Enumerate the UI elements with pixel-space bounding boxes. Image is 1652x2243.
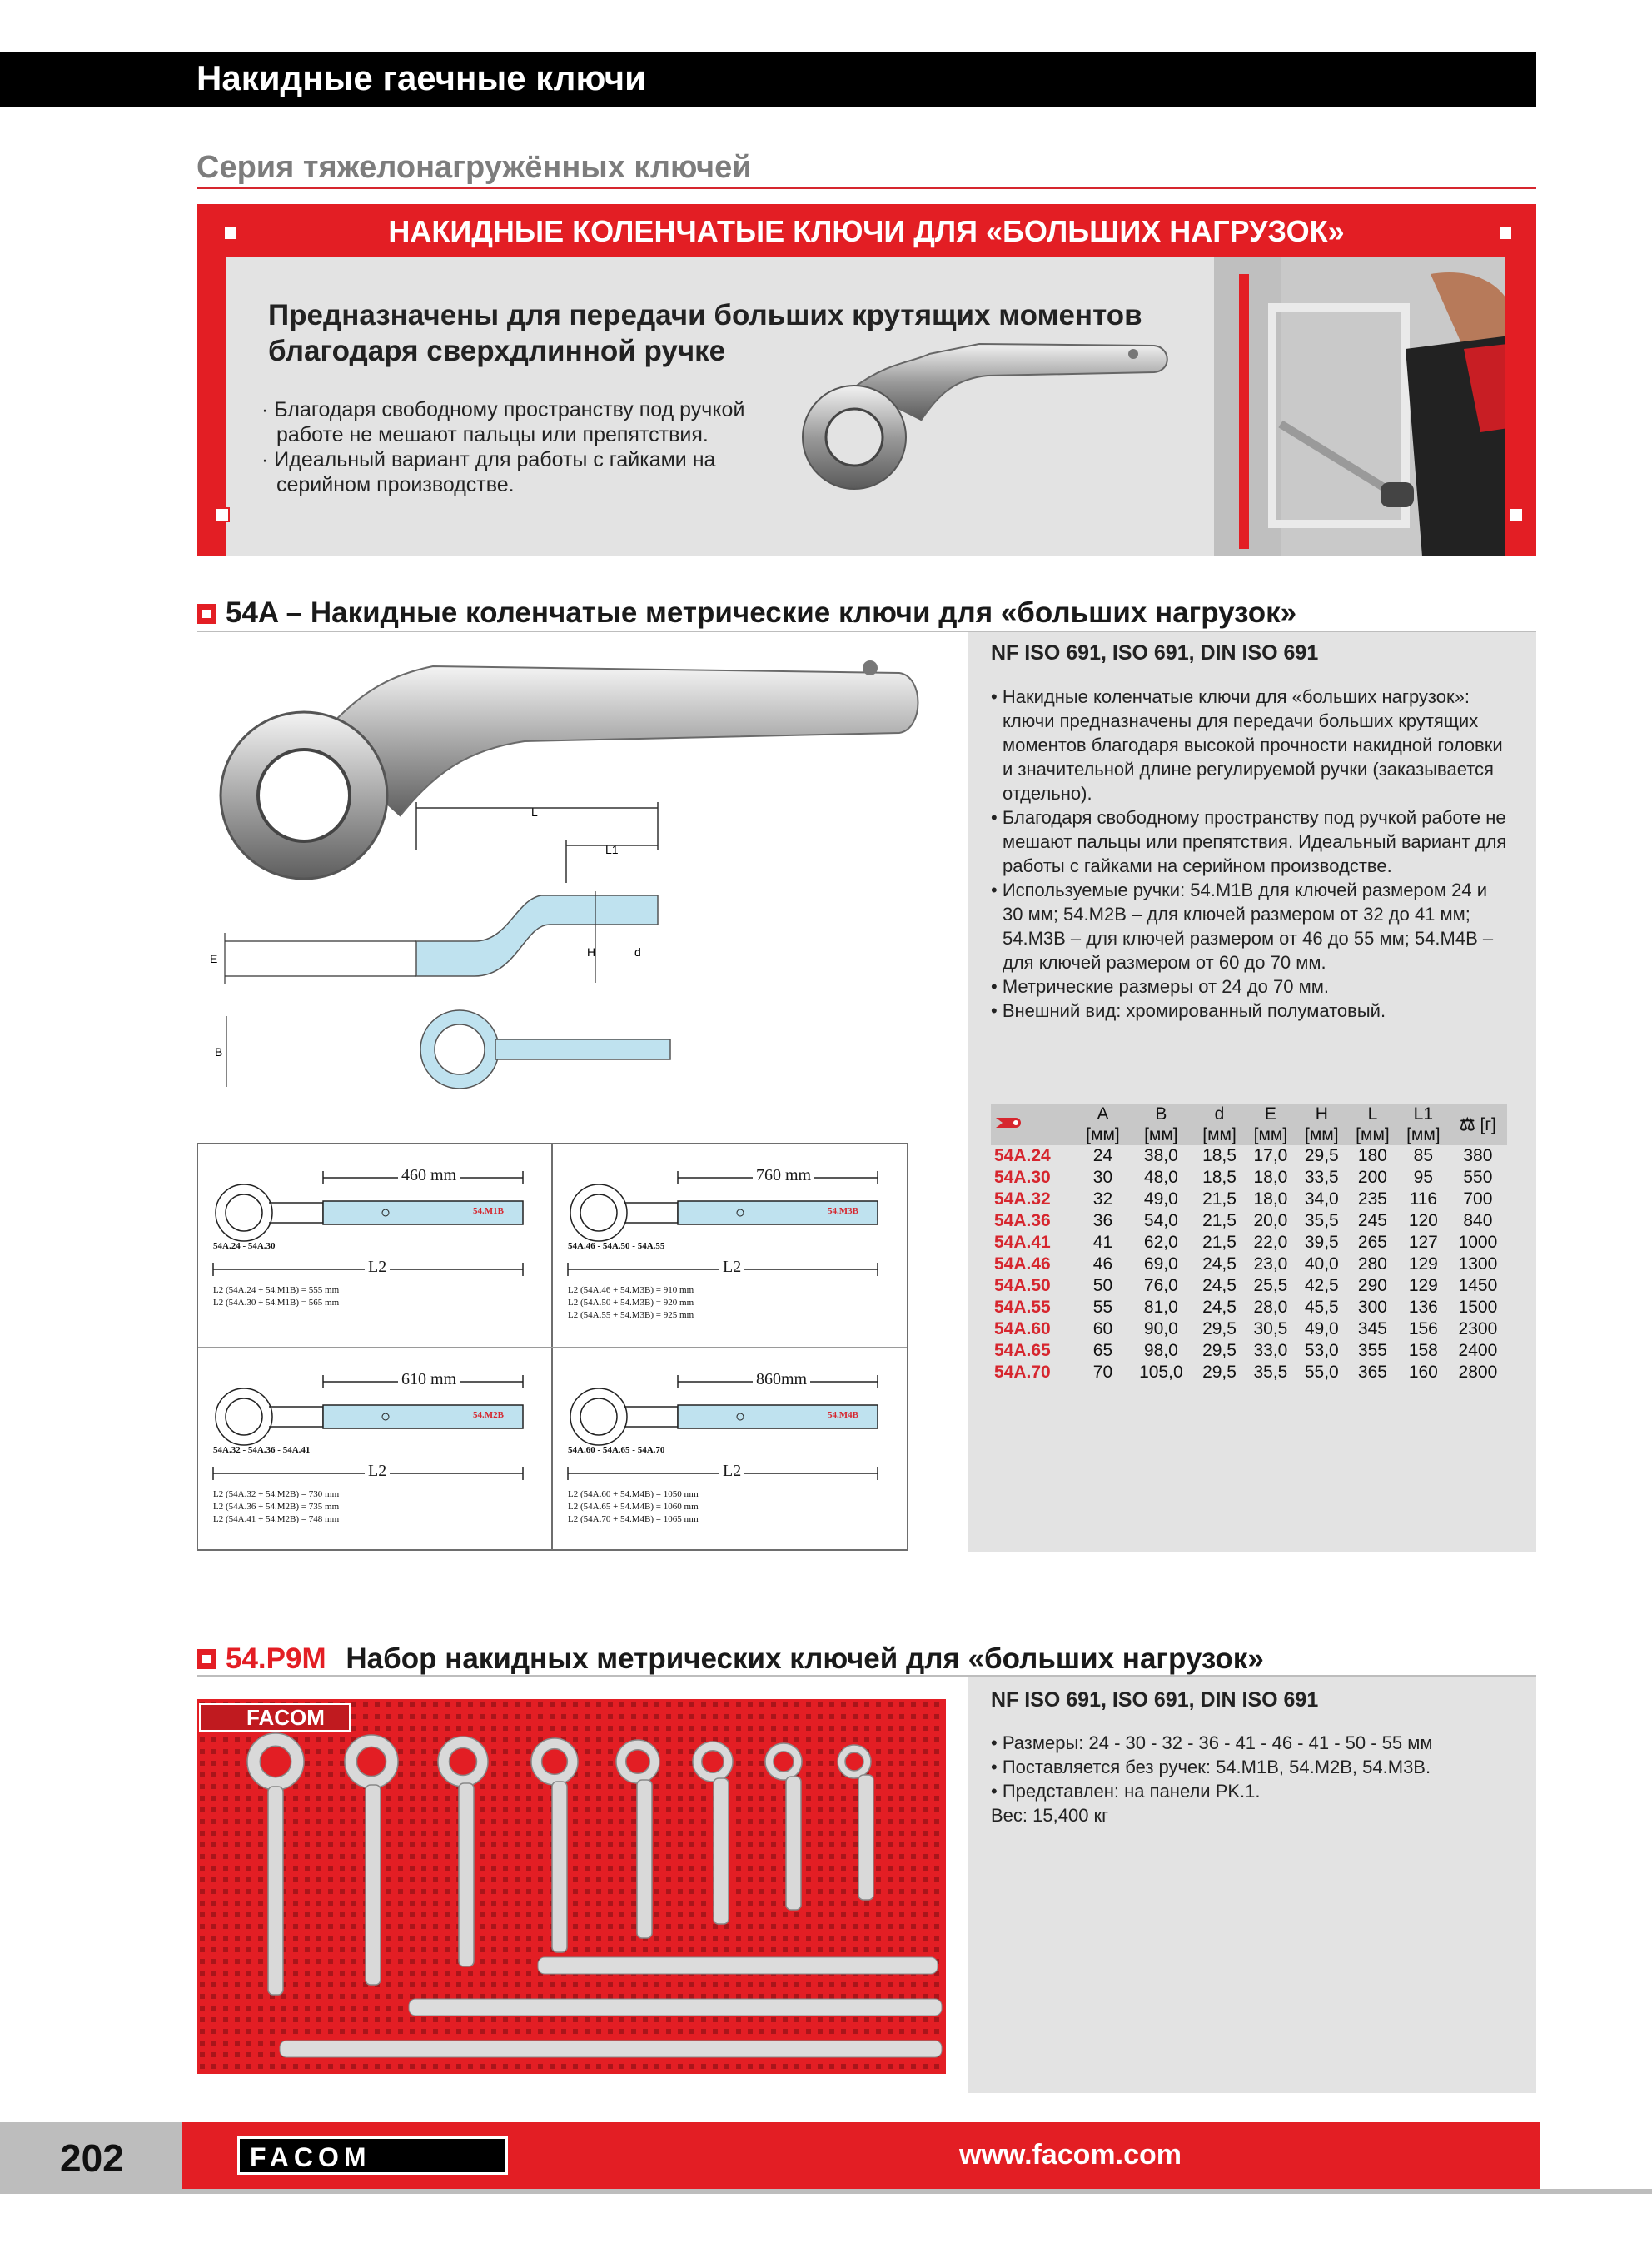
- corner-mark: [1509, 507, 1524, 522]
- section-54a-description: [991, 685, 1507, 1023]
- table-cell: 200: [1357, 1168, 1387, 1187]
- handle-length: 460 mm: [398, 1166, 460, 1185]
- table-cell: 105,0: [1139, 1363, 1183, 1382]
- l2-label: L2: [365, 1462, 390, 1481]
- corner-mark: [215, 507, 230, 522]
- handle-cell: [198, 1348, 555, 1552]
- table-cell: 365: [1357, 1363, 1387, 1382]
- section-p9m-standards: NF ISO 691, ISO 691, DIN ISO 691: [991, 1688, 1319, 1712]
- handle-code: 54.M4B: [828, 1410, 858, 1420]
- table-cell: 41: [1092, 1233, 1113, 1252]
- table-cell: 24,5: [1202, 1254, 1237, 1274]
- reference-cell: 54A.36: [994, 1211, 1051, 1230]
- section-54a-heading: – Накидные коленчатые метрические ключи для «больших нагрузок»: [286, 596, 1297, 629]
- table-header-cell: H: [1315, 1104, 1328, 1124]
- set-wrench-opening: [626, 1750, 650, 1774]
- wrench-codes: 54A.24 - 54A.30: [213, 1241, 276, 1251]
- table-row: [991, 1254, 1507, 1275]
- section-54a-title: [226, 596, 1296, 630]
- table-cell: 355: [1357, 1341, 1387, 1360]
- table-unit-cell: [мм]: [1144, 1125, 1178, 1144]
- handles-diagram: [197, 1143, 908, 1551]
- table-cell: 24,5: [1202, 1298, 1237, 1317]
- table-cell: 25,5: [1253, 1276, 1288, 1295]
- wrench-codes: 54A.60 - 54A.65 - 54A.70: [568, 1445, 665, 1455]
- banner-right-stripe: [1505, 257, 1536, 556]
- section-bullet-icon: [197, 1649, 216, 1669]
- table-cell: 32: [1092, 1189, 1113, 1209]
- l2-label: L2: [365, 1258, 390, 1277]
- table-cell: 69,0: [1143, 1254, 1178, 1274]
- table-cell: 49,0: [1304, 1319, 1339, 1338]
- website-link[interactable]: www.facom.com: [959, 2139, 1182, 2171]
- table-row: [991, 1145, 1507, 1167]
- reference-cell: 54A.46: [994, 1254, 1051, 1274]
- table-cell: 1300: [1458, 1254, 1498, 1274]
- reference-cell: 54A.60: [994, 1319, 1051, 1338]
- reference-cell: 54A.50: [994, 1276, 1051, 1295]
- set-wrench-shank: [786, 1777, 801, 1910]
- table-cell: 76,0: [1143, 1276, 1178, 1295]
- table-row: [991, 1297, 1507, 1318]
- l2-values: [568, 1488, 699, 1526]
- table-cell: 35,5: [1304, 1211, 1339, 1230]
- table-cell: 22,0: [1253, 1233, 1288, 1252]
- table-row: [991, 1275, 1507, 1297]
- table-header-cell: E: [1264, 1104, 1276, 1124]
- set-panel-image: [197, 1699, 946, 2074]
- set-wrench-opening: [845, 1752, 863, 1771]
- table-cell: 180: [1357, 1146, 1387, 1165]
- table-cell: 33,5: [1304, 1168, 1339, 1187]
- specs-table-body: [991, 1145, 1507, 1383]
- l2-line: L2 (54A.30 + 54.M1B) = 565 mm: [213, 1298, 340, 1308]
- table-cell: 23,0: [1253, 1254, 1288, 1274]
- weight-icon: ⚖: [1459, 1114, 1475, 1134]
- table-cell: 45,5: [1304, 1298, 1339, 1317]
- table-cell: 840: [1463, 1211, 1493, 1230]
- table-cell: 70: [1092, 1363, 1113, 1382]
- table-cell: 46: [1092, 1254, 1113, 1274]
- set-wrench-shank: [714, 1778, 729, 1924]
- l2-line: L2 (54A.41 + 54.M2B) = 748 mm: [213, 1514, 340, 1524]
- table-cell: 290: [1357, 1276, 1387, 1295]
- l2-line: L2 (54A.24 + 54.M1B) = 555 mm: [213, 1285, 340, 1295]
- table-cell: 120: [1408, 1211, 1438, 1230]
- series-divider: [197, 187, 1536, 189]
- wrench-codes: 54A.32 - 54A.36 - 54A.41: [213, 1445, 311, 1455]
- table-cell: 29,5: [1202, 1319, 1237, 1338]
- table-cell: 36: [1092, 1211, 1113, 1230]
- table-unit-cell: [мм]: [1202, 1125, 1237, 1144]
- key-icon: [991, 1104, 1077, 1145]
- description-bullet: • Метрические размеры от 24 до 70 мм.: [991, 976, 1329, 997]
- set-wrench-shank: [459, 1783, 474, 1966]
- reference-cell: 54A.41: [994, 1233, 1051, 1252]
- wrench-codes: 54A.46 - 54A.50 - 54A.55: [568, 1241, 665, 1251]
- table-unit-cell: [мм]: [1253, 1125, 1288, 1144]
- table-header-cell: L1: [1413, 1104, 1434, 1124]
- set-wrench-opening: [260, 1746, 291, 1777]
- page-number: 202: [60, 2136, 124, 2180]
- banner-bullet: · Благодаря свободному пространству под ручкой работе не мешают пальцы или препятствия.: [261, 398, 745, 446]
- set-wrench-opening: [450, 1748, 477, 1776]
- table-cell: 30: [1092, 1168, 1113, 1187]
- dim-label-l1: L1: [605, 843, 619, 856]
- dim-label-b: B: [215, 1045, 223, 1059]
- table-cell: 20,0: [1253, 1211, 1288, 1230]
- banner-title: НАКИДНЫЕ КОЛЕНЧАТЫЕ КЛЮЧИ ДЛЯ «БОЛЬШИХ НАГРУЗОК»: [388, 214, 1345, 248]
- table-cell: 1450: [1458, 1276, 1498, 1295]
- dim-label-e: E: [210, 952, 218, 965]
- table-cell: 40,0: [1304, 1254, 1339, 1274]
- section-p9m-heading: Набор накидных метрических ключей для «больших нагрузок»: [346, 1642, 1264, 1675]
- l2-line: L2 (54A.65 + 54.M4B) = 1060 mm: [568, 1502, 699, 1512]
- page-title: Накидные гаечные ключи: [197, 58, 646, 97]
- table-cell: 55: [1092, 1298, 1113, 1317]
- section-54a-code: 54A: [226, 596, 278, 629]
- table-cell: 29,5: [1202, 1341, 1237, 1360]
- table-cell: 29,5: [1202, 1363, 1237, 1382]
- banner-side-stripe: [197, 257, 226, 556]
- table-cell: 265: [1357, 1233, 1387, 1252]
- dim-label-h: H: [587, 945, 596, 959]
- table-cell: 18,0: [1253, 1189, 1288, 1209]
- handle-length: 610 mm: [398, 1370, 460, 1389]
- description-bullet: • Поставляется без ручек: 54.M1B, 54.M2B, 54.M3B.: [991, 1757, 1431, 1777]
- handle-code: 54.M2B: [473, 1410, 504, 1420]
- table-header-cell: L: [1367, 1104, 1378, 1124]
- banner-header: [197, 204, 1536, 257]
- l2-values: [568, 1284, 694, 1322]
- set-wrench-shank: [858, 1775, 873, 1900]
- table-cell: 158: [1408, 1341, 1438, 1360]
- handle-cell: [198, 1144, 555, 1348]
- section-bullet-icon: [197, 604, 216, 624]
- table-unit-cell: [мм]: [1086, 1125, 1120, 1144]
- table-row: [991, 1167, 1507, 1189]
- table-cell: 2400: [1458, 1341, 1498, 1360]
- page-title-bar: [0, 52, 1536, 107]
- handle-cell: [553, 1144, 909, 1348]
- usage-photo: [1214, 257, 1536, 556]
- table-cell: 18,0: [1253, 1168, 1288, 1187]
- table-cell: 280: [1357, 1254, 1387, 1274]
- table-cell: 24,5: [1202, 1276, 1237, 1295]
- l2-line: L2 (54A.55 + 54.M3B) = 925 mm: [568, 1310, 694, 1320]
- set-wrench-shank: [268, 1787, 283, 1995]
- table-row: [991, 1318, 1507, 1340]
- table-cell: 54,0: [1143, 1211, 1178, 1230]
- section-p9m-code: 54.P9M: [226, 1642, 326, 1675]
- table-header-cell: A: [1097, 1104, 1109, 1124]
- l2-line: L2 (54A.60 + 54.M4B) = 1050 mm: [568, 1489, 699, 1499]
- footer-base: [0, 2189, 1652, 2194]
- set-wrench-opening: [774, 1752, 794, 1772]
- table-cell: 380: [1463, 1146, 1493, 1165]
- table-cell: 24: [1092, 1146, 1113, 1165]
- table-cell: 2300: [1458, 1319, 1498, 1338]
- table-cell: 60: [1092, 1319, 1113, 1338]
- l2-label: L2: [719, 1258, 744, 1277]
- description-bullet: • Размеры: 24 - 30 - 32 - 36 - 41 - 46 - 41 - 50 - 55 мм: [991, 1732, 1433, 1753]
- l2-line: L2 (54A.32 + 54.M2B) = 730 mm: [213, 1489, 340, 1499]
- table-cell: 35,5: [1253, 1363, 1288, 1382]
- dim-label-l: L: [531, 805, 538, 819]
- table-cell: 550: [1463, 1168, 1493, 1187]
- feature-banner: [197, 204, 1536, 556]
- table-row: [991, 1210, 1507, 1232]
- handle-code: 54.M3B: [828, 1206, 858, 1216]
- table-header-cell: d: [1214, 1104, 1225, 1124]
- table-cell: 21,5: [1202, 1189, 1237, 1209]
- table-cell: 50: [1092, 1276, 1113, 1295]
- table-cell: 30,5: [1253, 1319, 1288, 1338]
- table-cell: 1500: [1458, 1298, 1498, 1317]
- l2-line: L2 (54A.70 + 54.M4B) = 1065 mm: [568, 1514, 699, 1524]
- l2-values: [213, 1284, 339, 1309]
- set-wrench-opening: [702, 1751, 724, 1772]
- handle-length: 860mm: [753, 1370, 810, 1389]
- table-cell: 127: [1408, 1233, 1438, 1252]
- table-row: [991, 1362, 1507, 1383]
- table-cell: 18,5: [1202, 1168, 1237, 1187]
- table-cell: 700: [1463, 1189, 1493, 1209]
- table-row: [991, 1340, 1507, 1362]
- description-bullet: • Внешний вид: хромированный полуматовый.: [991, 1000, 1386, 1021]
- table-cell: 116: [1409, 1189, 1438, 1209]
- table-cell: 49,0: [1143, 1189, 1178, 1209]
- table-cell: 39,5: [1304, 1233, 1339, 1252]
- table-cell: 156: [1408, 1319, 1438, 1338]
- table-cell: 18,5: [1202, 1146, 1237, 1165]
- table-cell: 42,5: [1304, 1276, 1339, 1295]
- panel-logo: FACOM: [246, 1705, 325, 1730]
- table-cell: 65: [1092, 1341, 1113, 1360]
- table-unit-cell: [мм]: [1406, 1125, 1441, 1144]
- table-cell: 34,0: [1304, 1189, 1339, 1209]
- facom-logo-text: FACOM: [250, 2142, 371, 2172]
- l2-line: L2 (54A.46 + 54.M3B) = 910 mm: [568, 1285, 694, 1295]
- l2-line: L2 (54A.50 + 54.M3B) = 920 mm: [568, 1298, 694, 1308]
- table-cell: 81,0: [1143, 1298, 1178, 1317]
- table-cell: 345: [1357, 1319, 1387, 1338]
- handle-cell: [553, 1348, 909, 1552]
- table-cell: 17,0: [1253, 1146, 1288, 1165]
- banner-subheading-line: благодаря сверхдлинной ручке: [268, 335, 726, 367]
- table-cell: 55,0: [1304, 1363, 1339, 1382]
- table-cell: 38,0: [1143, 1146, 1178, 1165]
- table-header-row: [991, 1104, 1507, 1124]
- table-cell: 2800: [1458, 1363, 1498, 1382]
- set-wrench-shank: [552, 1782, 567, 1952]
- table-cell: 98,0: [1143, 1341, 1178, 1360]
- description-bullet: • Представлен: на панели PK.1.: [991, 1781, 1261, 1802]
- dim-label-d: d: [634, 945, 641, 959]
- set-weight: Вес: 15,400 кг: [991, 1805, 1109, 1826]
- table-cell: 62,0: [1143, 1233, 1178, 1252]
- table-cell: 85: [1413, 1146, 1434, 1165]
- table-cell: 21,5: [1202, 1211, 1237, 1230]
- banner-subheading-line: Предназначены для передачи больших крутящих моментов: [268, 299, 1142, 331]
- reference-cell: 54A.55: [994, 1298, 1051, 1317]
- table-row: [991, 1189, 1507, 1210]
- series-title: Серия тяжелонагружённых ключей: [197, 150, 752, 185]
- table-header-cell: B: [1155, 1104, 1167, 1124]
- table-cell: 90,0: [1143, 1319, 1178, 1338]
- table-cell: 129: [1408, 1276, 1438, 1295]
- section-54a-standards: NF ISO 691, ISO 691, DIN ISO 691: [991, 641, 1319, 665]
- table-cell: 160: [1408, 1363, 1438, 1382]
- table-cell: 1000: [1458, 1233, 1498, 1252]
- reference-cell: 54A.65: [994, 1341, 1051, 1360]
- set-wrench-shank: [637, 1780, 652, 1938]
- table-cell: 28,0: [1253, 1298, 1288, 1317]
- table-row: [991, 1232, 1507, 1254]
- table-cell: 53,0: [1304, 1341, 1339, 1360]
- set-wrench-shank: [366, 1785, 381, 1985]
- table-cell: 21,5: [1202, 1233, 1237, 1252]
- reference-cell: 54A.24: [994, 1146, 1051, 1165]
- table-cell: 95: [1413, 1168, 1434, 1187]
- table-unit-cell: [мм]: [1356, 1125, 1390, 1144]
- wrench-image: [763, 329, 1212, 496]
- facom-logo: [237, 2136, 508, 2175]
- wrench-54a-image: [192, 650, 958, 1116]
- handle-length: 760 mm: [753, 1166, 814, 1185]
- table-unit-cell: [мм]: [1305, 1125, 1339, 1144]
- table-cell: 33,0: [1253, 1341, 1288, 1360]
- section-p9m-description: [991, 1731, 1507, 1827]
- table-cell: 129: [1408, 1254, 1438, 1274]
- description-bullet: • Накидные коленчатые ключи для «больших нагрузок»: ключи предназначены для передачи больших крутящих моментов благодаря высокой прочности накидной головки и значительной длине регулируемой ручки (заказывается отдельно).: [991, 686, 1503, 804]
- reference-cell: 54A.30: [994, 1168, 1051, 1187]
- l2-values: [213, 1488, 339, 1526]
- l2-label: L2: [719, 1462, 744, 1481]
- description-bullet: • Благодаря свободному пространству под ручкой работе не мешают пальцы или препятствия. Идеальный вариант для работы с гайками на серийном производстве.: [991, 807, 1507, 876]
- table-cell: 300: [1357, 1298, 1387, 1317]
- table-cell: 235: [1357, 1189, 1387, 1209]
- table-cell: 245: [1357, 1211, 1387, 1230]
- table-cell: 29,5: [1304, 1146, 1339, 1165]
- section-p9m-title: [226, 1642, 1264, 1676]
- set-wrench-opening: [356, 1747, 386, 1776]
- reference-cell: 54A.32: [994, 1189, 1051, 1209]
- set-wrench-opening: [542, 1749, 568, 1775]
- table-cell: 136: [1408, 1298, 1438, 1317]
- banner-bullets: [261, 397, 761, 497]
- banner-bullet: · Идеальный вариант для работы с гайками на серийном производстве.: [261, 448, 716, 496]
- description-bullet: • Используемые ручки: 54.M1B для ключей размером 24 и 30 мм; 54.M2B – для ключей размером от 32 до 41 мм; 54.M3B – для ключей размером от 46 до 55 мм; 54.M4B – для ключей размером от 60 до 70 мм.: [991, 880, 1494, 973]
- specs-table: [991, 1104, 1507, 1383]
- handle-code: 54.M1B: [473, 1206, 504, 1216]
- table-cell: 48,0: [1143, 1168, 1178, 1187]
- weight-header-cell: ⚖ [г]: [1459, 1114, 1496, 1134]
- l2-line: L2 (54A.36 + 54.M2B) = 735 mm: [213, 1502, 340, 1512]
- reference-cell: 54A.70: [994, 1363, 1051, 1382]
